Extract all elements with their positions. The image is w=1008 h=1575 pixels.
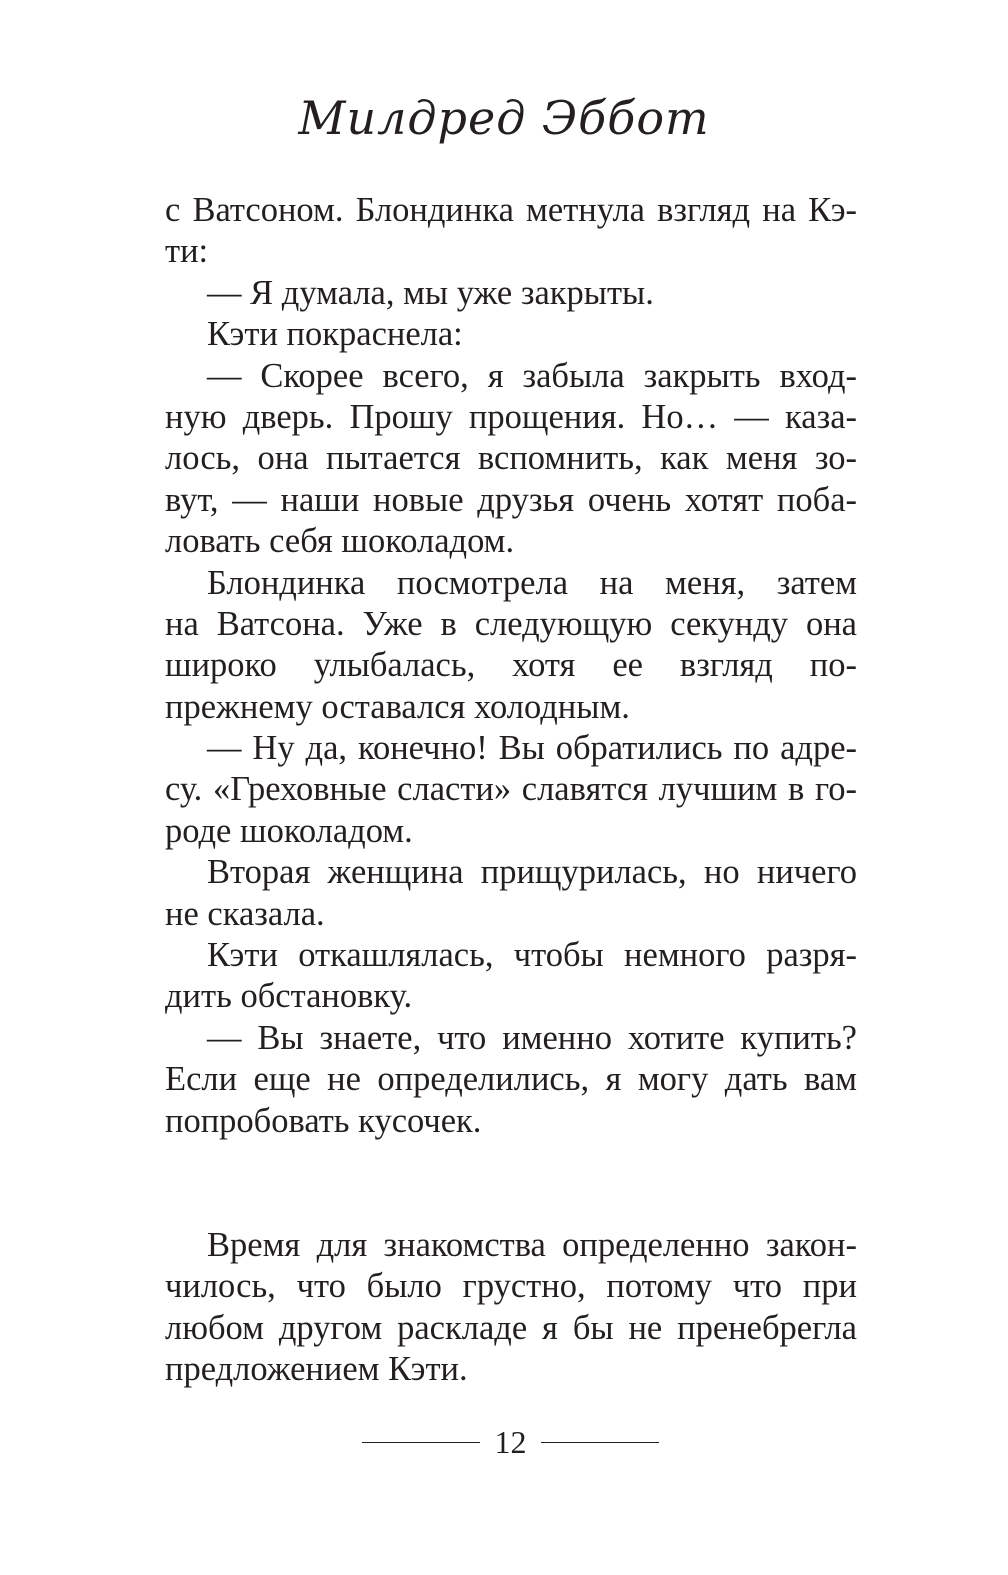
text-line: Кэти покраснела: [207, 315, 463, 354]
section-break [165, 1142, 857, 1225]
text-line: — Я думала, мы уже закрыты. [207, 273, 654, 312]
text-line: Время для знакомства определенно закон- [207, 1225, 857, 1264]
text-line: ловать себя шоколадом. [165, 522, 515, 561]
text-line: — Ну да, конечно! Вы обратились по адре- [207, 729, 857, 768]
text-line: широко улыбалась, хотя ее взгляд по- [165, 646, 857, 685]
text-line: роде шоколадом. [165, 811, 413, 850]
text-line: чилось, что было грустно, потому что при [165, 1267, 857, 1306]
text-line: ти: [165, 232, 209, 271]
text-line: вут, — наши новые друзья очень хотят поба- [165, 480, 857, 519]
text-line: попробовать кусочек. [165, 1101, 482, 1140]
text-line: — Скорее всего, я забыла закрыть вход- [207, 356, 857, 395]
text-line: — Вы знаете, что именно хотите купить? [207, 1018, 857, 1057]
text-line: на Ватсона. Уже в следующую секунду она [165, 604, 857, 643]
text-line: прежнему оставался холодным. [165, 687, 630, 726]
page-footer [0, 1422, 1008, 1462]
text-line: су. «Греховные сласти» славятся лучшим в го- [165, 770, 857, 809]
text-line: любом другом раскладе я бы не пренебрегла [165, 1308, 857, 1347]
page-number: 12 [494, 1424, 527, 1460]
text-line: Вторая женщина прищурилась, но ничего [207, 853, 857, 892]
text-line: лось, она пытается вспомнить, как меня зо- [165, 439, 857, 478]
text-line: Блондинка посмотрела на меня, затем [207, 563, 857, 602]
text-line: ную дверь. Прошу прощения. Но… — каза- [165, 397, 857, 436]
text-line: предложением Кэти. [165, 1350, 468, 1389]
body-text [165, 190, 857, 1391]
text-line: Кэти откашлялась, чтобы немного разря- [207, 936, 857, 975]
running-head: Милдред Эббот [298, 91, 710, 145]
text-line: Если еще не определились, я могу дать вам [165, 1060, 857, 1099]
footer-rule-right [541, 1442, 659, 1443]
text-line: не сказала. [165, 894, 325, 933]
text-line: с Ватсоном. Блондинка метнула взгляд на Кэ- [165, 191, 857, 229]
footer-rule-left [362, 1442, 480, 1443]
text-line: дить обстановку. [165, 977, 413, 1016]
